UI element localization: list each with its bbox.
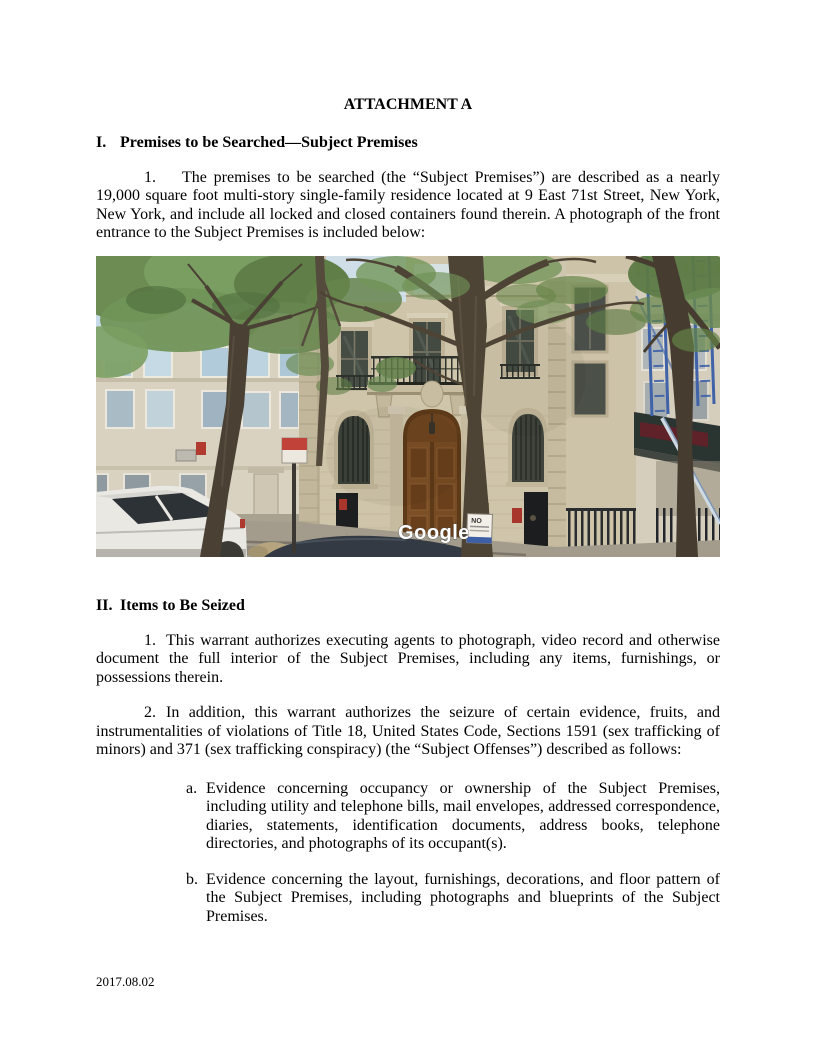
list-item-a bbox=[186, 779, 720, 854]
section-1-number: I. bbox=[96, 134, 107, 151]
list-item-a-text: Evidence concerning occupancy or ownership of the Subject Premises, including utility and telephone bills, mail envelopes, addressed correspondence, diaries, statements, identification documents, address books, telephone directories, and photographs of its occupant(s). bbox=[206, 779, 720, 853]
section-1-paragraph-1 bbox=[96, 169, 720, 243]
list-item-b-text: Evidence concerning the layout, furnishings, decorations, and floor pattern of the Subject Premises, including photographs and blueprints of the Subject Premises. bbox=[206, 870, 720, 925]
street-view-photo bbox=[96, 256, 720, 557]
no-parking-sign-text: NO bbox=[471, 517, 482, 526]
footer-date: 2017.08.02 bbox=[96, 974, 155, 989]
paragraph-text: In addition, this warrant authorizes the seizure of certain evidence, fruits, and instrumentalities of violations of Title 18, United States Code, Sections 1591 (sex trafficking of minors) and 371 (sex trafficking conspiracy) (the “Subject Offenses”) described as follows: bbox=[96, 704, 720, 759]
document-body bbox=[96, 96, 720, 943]
paragraph-text: The premises to be searched (the “Subject Premises”) are described as a nearly 19,000 square foot multi-story single-family residence located at 9 East 71st Street, New York, New York, and include all locked and closed containers found therein. A photograph of the front entrance to the Subject Premises is included below: bbox=[96, 169, 720, 242]
section-1-heading-text: Premises to be Searched—Subject Premises bbox=[120, 134, 418, 151]
paragraph-number: 1. bbox=[144, 169, 156, 186]
section-1-heading bbox=[96, 134, 720, 152]
paragraph-number: 1. bbox=[144, 631, 156, 649]
list-marker-b: b. bbox=[186, 870, 198, 888]
section-2-heading bbox=[96, 597, 720, 615]
list-item-b bbox=[186, 870, 720, 926]
list-marker-a: a. bbox=[186, 779, 198, 797]
paragraph-text: This warrant authorizes executing agents to photograph, video record and otherwise document the full interior of the Subject Premises, including any items, furnishings, or possessions therein. bbox=[96, 631, 720, 686]
section-2-paragraph-2 bbox=[96, 704, 720, 759]
section-2-number: II. bbox=[96, 596, 113, 614]
paragraph-number: 2. bbox=[144, 704, 156, 722]
ac-unit bbox=[176, 450, 196, 461]
wall-sign-red bbox=[196, 442, 206, 455]
premises-photograph bbox=[96, 256, 720, 557]
section-2-paragraph-1 bbox=[96, 632, 720, 687]
section-2-heading-text: Items to Be Seized bbox=[120, 596, 245, 614]
google-watermark: Google bbox=[398, 521, 470, 544]
no-parking-sign bbox=[466, 514, 492, 544]
document-title: ATTACHMENT A bbox=[343, 96, 473, 113]
